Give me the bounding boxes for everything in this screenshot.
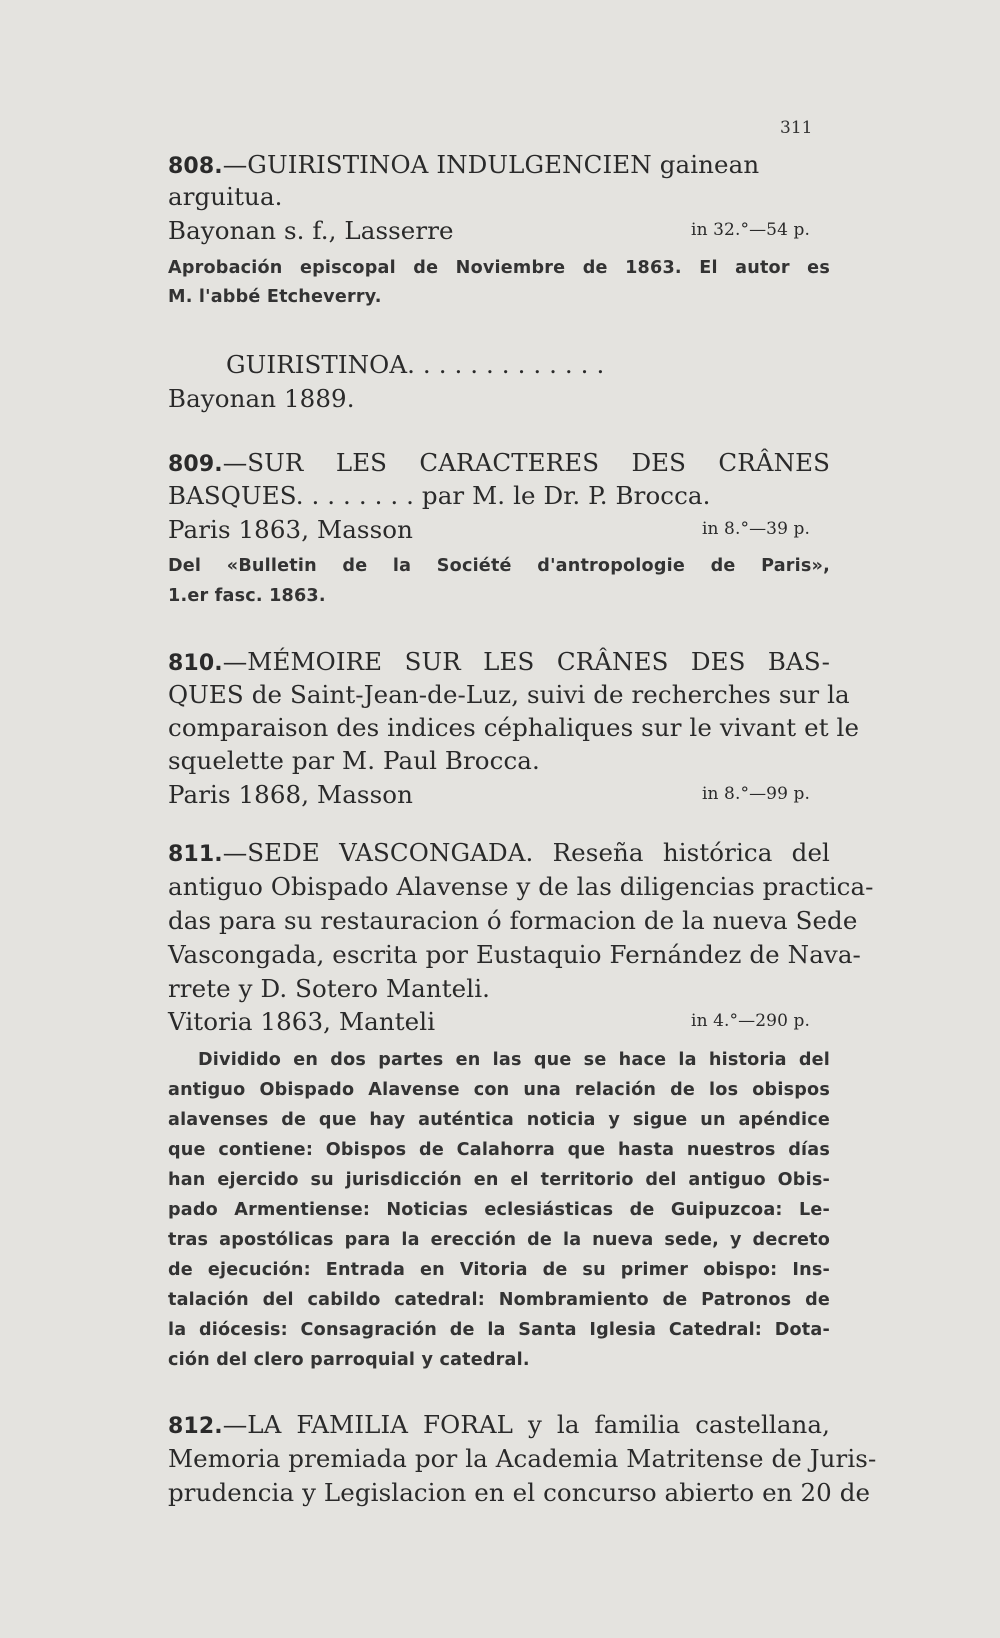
entry-811-note-2: antiguo Obispado Alavense con una relación de los obispos — [168, 1080, 830, 1100]
entry-808-note-1: Aprobación episcopal de Noviembre de 1863. El autor es — [168, 258, 830, 278]
entry-812-number: 812. — [168, 1414, 223, 1439]
entry-811-imprint: Vitoria 1863, Manteli — [168, 1007, 436, 1036]
entry-811-imprint-line — [168, 1007, 830, 1036]
entry-810-imprint: Paris 1868, Masson — [168, 780, 413, 809]
entry-809-title-line — [168, 448, 830, 477]
entry-808-note-2: M. l'abbé Etcheverry. — [168, 287, 382, 307]
entry-811-note-1: Dividido en dos partes en las que se hace la historia del — [198, 1050, 830, 1070]
entry-811-title: —SEDE VASCONGADA. Reseña histórica del — [222, 838, 830, 867]
entry-810-line-4: squelette par M. Paul Brocca. — [168, 746, 540, 775]
entry-811-line-5: rrete y D. Sotero Manteli. — [168, 974, 491, 1003]
entry-811-number: 811. — [168, 842, 223, 867]
entry-812-line-1 — [168, 1410, 830, 1439]
entry-811-note-7: tras apostólicas para la erección de la nueva sede, y decreto — [168, 1230, 830, 1250]
entry-811-line-1 — [168, 838, 830, 867]
entry-811-note-3: alavenses de que hay auténtica noticia y sigue un apéndice — [168, 1110, 830, 1130]
entry-809-title-cont: BASQUES. . . . . . . . par M. le Dr. P. Brocca. — [168, 481, 711, 510]
entry-809-number: 809. — [168, 452, 223, 477]
entry-809-title: —SUR LES CARACTERES DES CRÂNES — [222, 448, 830, 477]
guiristinoa-imprint: Bayonan 1889. — [168, 384, 355, 413]
entry-811-note-4: que contiene: Obispos de Calahorra que hasta nuestros días — [168, 1140, 830, 1160]
entry-812-title: —LA FAMILIA FORAL y la familia castellana, — [222, 1410, 830, 1439]
entry-808-number: 808. — [168, 154, 223, 179]
entry-810-line-3: comparaison des indices céphaliques sur le vivant et le — [168, 713, 860, 742]
entry-808-title: —GUIRISTINOA INDULGENCIEN gainean — [222, 150, 760, 179]
entry-809-imprint-line — [168, 515, 830, 544]
entry-808-title-cont: arguitua. — [168, 182, 283, 211]
entry-809-note-1: Del «Bulletin de la Société d'antropologie de Paris», — [168, 556, 830, 576]
entry-810-line-1 — [168, 647, 830, 676]
entry-811-note-5: han ejercido su jurisdicción en el territorio del antiguo Obis- — [168, 1170, 830, 1190]
entry-808-imprint-line — [168, 216, 830, 245]
entry-808-title-line — [168, 150, 830, 179]
entry-811-line-4: Vascongada, escrita por Eustaquio Fernández de Nava- — [168, 940, 861, 969]
entry-809-format: in 8.°—39 p. — [701, 519, 810, 539]
entry-808-imprint: Bayonan s. f., Lasserre — [168, 216, 454, 245]
entry-812-line-2: Memoria premiada por la Academia Matritense de Juris- — [168, 1444, 877, 1473]
entry-810-imprint-line — [168, 780, 830, 809]
entry-810-format: in 8.°—99 p. — [701, 784, 810, 804]
guiristinoa-title: GUIRISTINOA. . . . . . . . . . . . . — [226, 350, 605, 379]
entry-811-note-9: talación del cabildo catedral: Nombramiento de Patronos de — [168, 1290, 830, 1310]
entry-812-line-3: prudencia y Legislacion en el concurso abierto en 20 de — [168, 1478, 871, 1507]
entry-811-note-11: ción del clero parroquial y catedral. — [168, 1350, 530, 1370]
entry-811-note-8: de ejecución: Entrada en Vitoria de su primer obispo: Ins- — [168, 1260, 830, 1280]
entry-810-line-2: QUES de Saint-Jean-de-Luz, suivi de recherches sur la — [168, 680, 850, 709]
entry-810-title: —MÉMOIRE SUR LES CRÂNES DES BAS- — [222, 647, 830, 676]
entry-808-format: in 32.°—54 p. — [691, 220, 810, 240]
entry-809-imprint: Paris 1863, Masson — [168, 515, 413, 544]
entry-811-note-6: pado Armentiense: Noticias eclesiásticas de Guipuzcoa: Le- — [168, 1200, 830, 1220]
entry-810-number: 810. — [168, 651, 223, 676]
entry-811-line-2: antiguo Obispado Alavense y de las diligencias practica- — [168, 872, 874, 901]
entry-811-format: in 4.°—290 p. — [691, 1011, 810, 1031]
entry-811-note-10: la diócesis: Consagración de la Santa Iglesia Catedral: Dota- — [168, 1320, 830, 1340]
entry-811-line-3: das para su restauracion ó formacion de la nueva Sede — [168, 906, 858, 935]
entry-809-note-2: 1.er fasc. 1863. — [168, 586, 326, 606]
page-number: 311 — [780, 118, 813, 138]
